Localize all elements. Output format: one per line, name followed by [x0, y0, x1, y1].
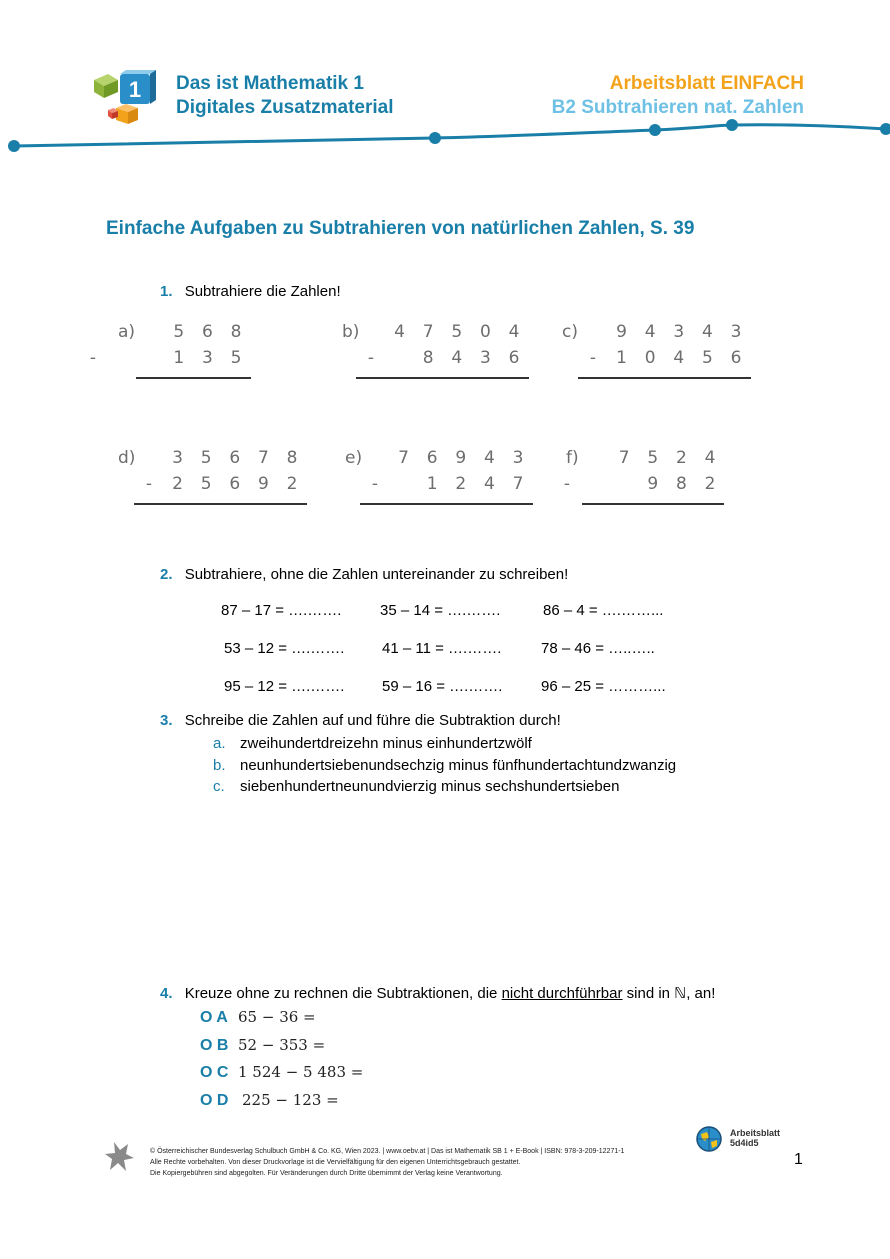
option-a[interactable] — [200, 1008, 316, 1027]
digit: 2 — [455, 474, 467, 494]
digit: 5 — [701, 348, 713, 368]
badge-title: Arbeitsblatt — [730, 1128, 781, 1138]
option-key: O A — [200, 1009, 228, 1026]
badge-label — [730, 1128, 780, 1148]
book-title: Das ist Mathematik 1 — [176, 73, 364, 94]
book-subtitle: Digitales Zusatzmaterial — [176, 97, 394, 118]
digit: 0 — [479, 322, 491, 342]
problem-label: e) — [345, 448, 363, 468]
result-line — [356, 377, 529, 379]
minus-sign: - — [371, 474, 379, 494]
equation: 53 – 12 = ….……. — [224, 640, 345, 657]
page-number: 1 — [794, 1151, 803, 1168]
digit: 3 — [479, 348, 491, 368]
digit: 3 — [512, 448, 524, 468]
worksheet-level: Arbeitsblatt EINFACH — [609, 73, 804, 94]
problem-label: b) — [342, 322, 360, 342]
footer-line: Alle Rechte vorbehalten. Von dieser Druckvorlage ist die Vervielfältigung für den eigenen Unterrichtsgebrauch gestattet. — [150, 1159, 521, 1166]
digit: 7 — [398, 448, 409, 468]
digit: 2 — [675, 448, 687, 468]
digit: 7 — [257, 448, 269, 468]
task-4-number: 4. — [160, 985, 173, 1002]
digit: 6 — [229, 448, 241, 468]
digit: 6 — [508, 348, 520, 368]
digit: 3 — [673, 322, 685, 342]
footer-line: Die Kopiergebühren sind abgegolten. Für Veränderungen durch Dritte übernimmt der Verlag keine Verantwortung. — [150, 1170, 503, 1177]
task-4-text-underlined: nicht durchführbar — [501, 985, 623, 1002]
digit: 4 — [394, 322, 405, 342]
badge-code: 5d4id5 — [730, 1138, 759, 1148]
result-line — [578, 377, 751, 379]
digit: 7 — [422, 322, 434, 342]
footer-copyright — [150, 1146, 624, 1179]
result-line — [134, 503, 307, 505]
digit: 9 — [616, 322, 627, 342]
digit: 5 — [647, 448, 659, 468]
subtraction-problem — [562, 322, 766, 382]
task-1-heading — [160, 283, 341, 300]
digit: 5 — [173, 322, 185, 342]
digit: 4 — [673, 348, 685, 368]
item-key: b. — [213, 757, 226, 774]
problem-label: c) — [562, 322, 578, 342]
subtraction-problem — [563, 448, 740, 508]
task-3-number: 3. — [160, 712, 173, 729]
task-2-number: 2. — [160, 566, 173, 583]
item-text: zweihundertdreizehn minus einhundertzwölf — [240, 735, 532, 752]
option-expression: 65 − 36 = — [238, 1008, 316, 1026]
result-line — [136, 377, 251, 379]
equation: 41 – 11 = ….……. — [382, 640, 502, 657]
equation: 86 – 4 = ….……... — [543, 602, 664, 619]
subtraction-problem — [342, 322, 544, 382]
task-3-item — [213, 778, 619, 795]
footer-line: © Österreichischer Bundesverlag Schulbuch GmbH & Co. KG, Wien 2023. | www.oebv.at | Das ist Mathematik SB 1 + E-Book | ISBN: 978-3-209-12271-1 — [150, 1148, 625, 1155]
option-c[interactable] — [200, 1063, 363, 1082]
digit: 2 — [704, 474, 716, 494]
problem-label: d) — [118, 448, 136, 468]
task-3-item — [213, 757, 676, 774]
digit: 5 — [451, 322, 463, 342]
subtraction-problem — [345, 448, 548, 508]
equation: 95 – 12 = ….……. — [224, 678, 345, 695]
digit: 5 — [230, 348, 242, 368]
digit: 9 — [647, 474, 659, 494]
item-text: siebenhundertneunundvierzig minus sechshundertsieben — [240, 778, 620, 795]
minus-sign: - — [89, 348, 97, 368]
logo-number: 1 — [128, 77, 142, 102]
task-3-item — [213, 735, 532, 752]
task-1-number: 1. — [160, 283, 173, 300]
minus-sign: - — [145, 474, 153, 494]
equation: 87 – 17 = ….……. — [221, 602, 342, 619]
digit: 4 — [644, 322, 656, 342]
equation: 96 – 25 = ………... — [541, 678, 666, 695]
worksheet-topic: B2 Subtrahieren nat. Zahlen — [551, 97, 804, 118]
digit: 6 — [201, 322, 213, 342]
digit: 1 — [173, 348, 185, 368]
digit: 3 — [201, 348, 213, 368]
digit: 4 — [704, 448, 716, 468]
task-4-heading — [160, 984, 715, 1002]
task-1-text: Subtrahiere die Zahlen! — [184, 283, 341, 300]
option-key: O D — [200, 1092, 229, 1109]
digit: 5 — [200, 474, 212, 494]
digit: 1 — [616, 348, 627, 368]
item-text: neunhundertsiebenundsechzig minus fünfhundertachtundzwanzig — [240, 757, 677, 774]
result-line — [582, 503, 724, 505]
minus-sign: - — [563, 474, 571, 494]
publisher-logo-icon — [104, 1140, 136, 1174]
minus-sign: - — [589, 348, 597, 368]
digit: 9 — [257, 474, 269, 494]
digit: 4 — [483, 448, 495, 468]
item-key: c. — [213, 778, 225, 795]
digit: 8 — [422, 348, 434, 368]
item-key: a. — [213, 735, 226, 752]
digit: 4 — [508, 322, 520, 342]
minus-sign: - — [367, 348, 375, 368]
digit: 8 — [675, 474, 687, 494]
digit: 7 — [512, 474, 524, 494]
digit: 6 — [229, 474, 241, 494]
digit: 2 — [286, 474, 298, 494]
digit: 3 — [172, 448, 183, 468]
globe-icon — [695, 1124, 725, 1154]
option-key: O B — [200, 1037, 229, 1054]
option-key: O C — [200, 1064, 229, 1081]
task-2-heading — [160, 566, 568, 583]
option-expression: 1 524 − 5 483 = — [238, 1063, 364, 1081]
digit: 6 — [730, 348, 742, 368]
option-expression: 225 − 123 = — [242, 1091, 339, 1109]
task-3-text: Schreibe die Zahlen auf und führe die Subtraktion durch! — [184, 712, 561, 729]
problem-label: f) — [566, 448, 579, 468]
result-line — [360, 503, 533, 505]
digit: 6 — [426, 448, 438, 468]
digit: 7 — [618, 448, 630, 468]
task-4-text-after: sind in ℕ, an! — [622, 985, 716, 1002]
digit: 4 — [451, 348, 463, 368]
digit: 8 — [286, 448, 298, 468]
task-2-text: Subtrahiere, ohne die Zahlen untereinander zu schreiben! — [184, 566, 569, 583]
page-title: Einfache Aufgaben zu Subtrahieren von natürlichen Zahlen, S. 39 — [106, 218, 695, 239]
equation: 59 – 16 = ….……. — [382, 678, 503, 695]
digit: 4 — [701, 322, 713, 342]
digit: 8 — [230, 322, 242, 342]
equation: 78 – 46 = …..….. — [541, 640, 655, 657]
digit: 1 — [426, 474, 438, 494]
digit: 5 — [200, 448, 212, 468]
digit: 4 — [483, 474, 495, 494]
option-b[interactable] — [200, 1036, 325, 1055]
task-4-text-before: Kreuze ohne zu rechnen die Subtraktionen, die — [184, 985, 502, 1002]
subtraction-problem — [89, 322, 266, 382]
problem-label: a) — [118, 322, 136, 342]
digit: 2 — [172, 474, 183, 494]
option-expression: 52 − 353 = — [238, 1036, 326, 1054]
header-wave-line — [0, 110, 890, 160]
digit: 3 — [730, 322, 742, 342]
equation: 35 – 14 = ….……. — [380, 602, 501, 619]
digit: 9 — [455, 448, 467, 468]
option-d[interactable] — [200, 1091, 339, 1110]
task-3-heading — [160, 712, 561, 729]
digit: 0 — [644, 348, 656, 368]
subtraction-problem — [118, 448, 322, 508]
